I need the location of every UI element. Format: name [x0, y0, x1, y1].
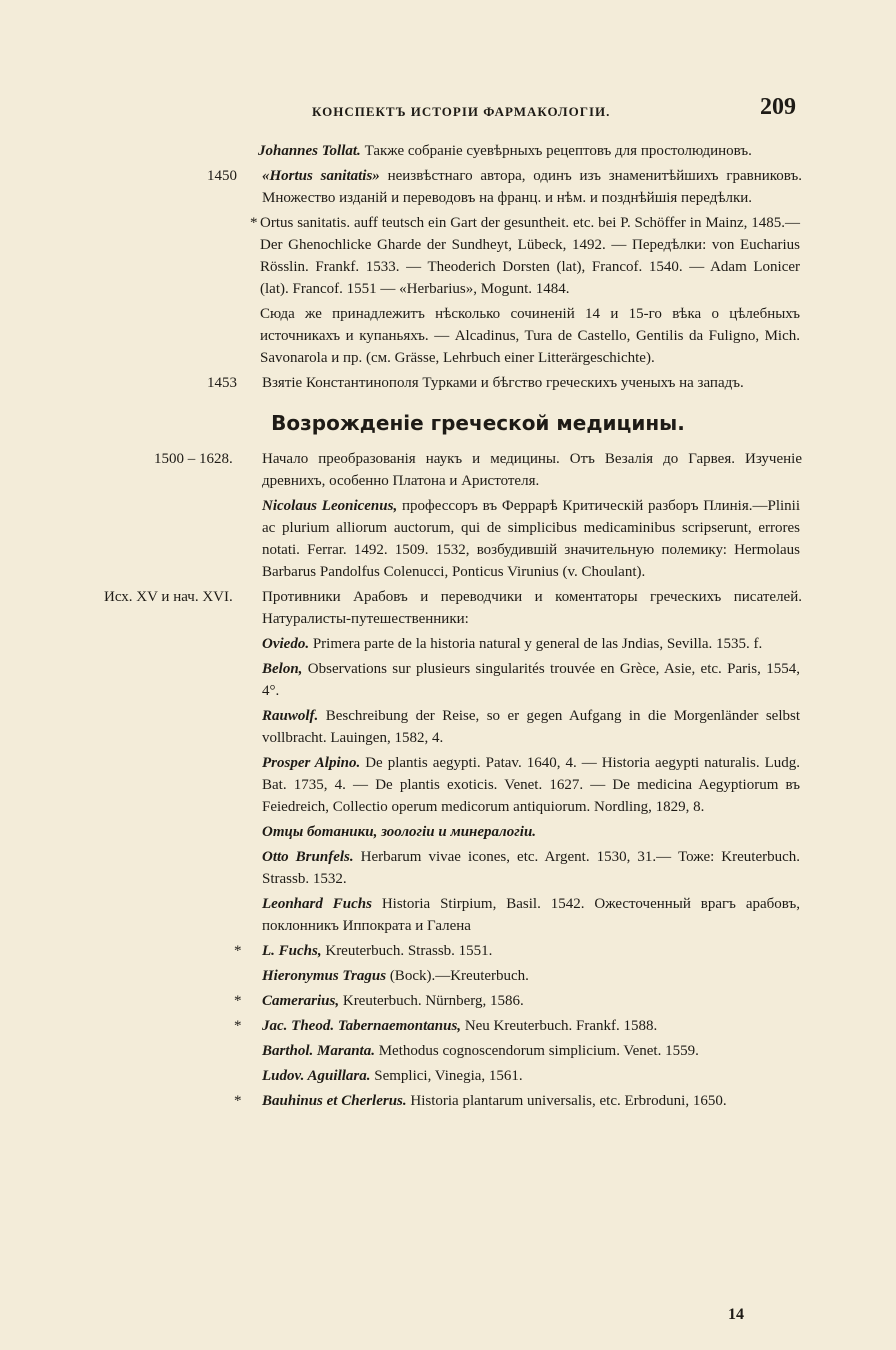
entry-body: профессоръ въ Феррарѣ Критическій разборъ Плинія.—Plinii ac plurium alliorum auctorum, qui de simplicibus medicaminibus scripserunt, errores notati. Ferrar. 1492. 1509. 1532, возбудившій значительную полемику: Hermolaus Barbarus Pandolfus Colenucci, Ponticus Virunius (v. Choulant).: [262, 498, 800, 580]
entry: [262, 893, 800, 937]
entry-text: [262, 372, 802, 394]
author-name: Leonhard Fuchs: [262, 896, 372, 912]
entry-body: Herbarum vivae icones, etc. Argent. 1530, 31.— Тоже: Kreuterbuch. Strassb. 1532.: [262, 849, 801, 887]
entry-text: [262, 990, 800, 1012]
entry: [234, 990, 800, 1012]
asterisk-mark: *: [234, 943, 242, 959]
author-name: Johannes Tollat.: [258, 143, 361, 159]
entry: [234, 940, 800, 962]
running-title: КОНСПЕКТЪ ИСТОРІИ ФАРМАКОЛОГІИ.: [312, 104, 611, 119]
author-name: Bauhinus et Cherlerus.: [262, 1093, 407, 1109]
entry: [262, 705, 800, 749]
entry-text: [262, 1040, 800, 1062]
entry-body: Взятіе Константинополя Турками и бѣгство греческихъ ученыхъ на западъ.: [262, 375, 744, 391]
author-name: Belon,: [262, 661, 303, 677]
author-name: Отцы ботаники, зоологіи и минералогіи.: [262, 824, 537, 840]
entry-body: Historia Stirpium, Basil. 1542. Ожесточенный врагъ арабовъ, поклонникъ Иппократа и Галена: [262, 896, 801, 934]
entry-text: [262, 965, 800, 987]
entry-body: De plantis aegypti. Patav. 1640, 4. — Historia aegypti naturalis. Ludg. Bat. 1735, 4. — De plantis exoticis. Venet. 1627. — De medicina Aegyptiorum въ Feiedreich, Collectio operum medicorum antiquiorum. Nordling, 1829, 8.: [262, 755, 800, 815]
entries-bottom: [0, 448, 896, 1112]
entry-body: Kreuterbuch. Strassb. 1551.: [325, 943, 493, 959]
entry: [262, 846, 800, 890]
author-name: L. Fuchs,: [262, 943, 322, 959]
entries-top: [0, 140, 896, 394]
entry: [234, 1090, 800, 1112]
page-content: [0, 140, 896, 1115]
entry-text: [262, 165, 802, 209]
entry-body: Observations sur plusieurs singularités trouvée en Grèce, Asie, etc. Paris, 1554, 4°.: [262, 661, 801, 699]
entry-body: Neu Kreuterbuch. Frankf. 1588.: [464, 1018, 658, 1034]
entry-body: Противники Арабовъ и переводчики и коментаторы греческихъ писателей. Натуралисты-путешественники:: [262, 589, 802, 627]
entry: [262, 821, 800, 843]
entry-body: (Bock).—Kreuterbuch.: [389, 968, 529, 984]
asterisk-mark: *: [234, 1093, 242, 1109]
entry: [260, 303, 800, 369]
author-name: Rauwolf.: [262, 708, 319, 724]
page-number: 209: [760, 94, 796, 120]
entry: [258, 140, 798, 162]
author-name: Ludov. Aguillara.: [262, 1068, 371, 1084]
entry-text: [262, 633, 800, 655]
author-name: Nicolaus Leonicenus,: [262, 498, 398, 514]
entry: [262, 658, 800, 702]
entry-date: 1500 – 1628.: [154, 451, 233, 467]
asterisk-mark: *: [234, 1018, 242, 1034]
entry: [262, 752, 800, 818]
entry-text: [262, 658, 800, 702]
entry-date: Исх. XV и нач. XVI.: [104, 589, 233, 605]
entry-body: Сюда же принадлежитъ нѣсколько сочиненій 14 и 15-го вѣка о цѣлебныхъ источникахъ и купаньяхъ. — Alcadinus, Tura de Castello, Gentilis da Fuligno, Mich. Savonarola и пр. (см. Grässe, Lehrbuch einer Litterärgeschichte).: [260, 306, 800, 366]
entry-body: Historia plantarum universalis, etc. Erbroduni, 1650.: [410, 1093, 727, 1109]
entry: [104, 586, 802, 630]
section-heading: Возрожденіе греческой медицины.: [271, 411, 685, 435]
entry-text: [262, 1065, 800, 1087]
entry-date: 1453: [207, 375, 237, 391]
entry: [207, 372, 802, 394]
entry: [234, 1015, 800, 1037]
entry-text: [262, 893, 800, 937]
asterisk-mark: *: [250, 215, 258, 231]
author-name: Oviedo.: [262, 636, 310, 652]
entry-text: [262, 940, 800, 962]
entry: [262, 1065, 800, 1087]
entry-text: [262, 752, 800, 818]
entry: [262, 495, 800, 583]
entry-text: [262, 846, 800, 890]
entry-date: 1450: [207, 168, 237, 184]
author-name: Camerarius,: [262, 993, 340, 1009]
entry-body: неизвѣстнаго автора, одинъ изъ знаменитѣйшихъ гравниковъ. Множество изданій и переводовъ на франц. и нѣм. и позднѣйшія передѣлки.: [262, 168, 803, 206]
entry-text: [262, 1015, 800, 1037]
entry-text: [262, 495, 800, 583]
entry-body: Primera parte de la historia natural y general de las Jndias, Sevilla. 1535. f.: [312, 636, 763, 652]
entry: [262, 1040, 800, 1062]
asterisk-mark: *: [234, 993, 242, 1009]
entry: [250, 212, 800, 300]
entry: [262, 633, 800, 655]
entry-body: Начало преобразованія наукъ и медицины. Отъ Везалія до Гарвея. Изученіе древнихъ, особенно Платона и Аристотеля.: [262, 451, 802, 489]
author-name: «Hortus sanitatis»: [262, 168, 380, 184]
entry-body: Semplici, Vinegia, 1561.: [374, 1068, 523, 1084]
author-name: Otto Brunfels.: [262, 849, 354, 865]
entry-body: Также собраніе суевѣрныхъ рецептовъ для простолюдиновъ.: [364, 143, 752, 159]
entry-text: [262, 821, 800, 843]
entry-body: Ortus sanitatis. auff teutsch ein Gart der gesuntheit. etc. bei P. Schöffer in Mainz, 1485.—Der Ghenochlicke Gharde der Sundheyt, Lübeck, 1492. — Передѣлки: von Eucharius Rösslin. Frankf. 1533. — Theoderich Dorsten (lat), Francof. 1540. — Adam Lonicer (lat). Francof. 1551 — «Herbarius», Mogunt. 1484.: [260, 215, 800, 297]
entry-text: [260, 303, 800, 369]
entry: [262, 965, 800, 987]
author-name: Jac. Theod. Tabernaemontanus,: [262, 1018, 462, 1034]
entry-text: [258, 140, 798, 162]
entry: [207, 165, 803, 209]
entry: [154, 448, 802, 492]
entry-body: Beschreibung der Reise, so er gegen Aufgang in die Morgenländer selbst vollbracht. Lauingen, 1582, 4.: [262, 708, 801, 746]
entry-text: [262, 1090, 800, 1112]
entry-text: [260, 212, 800, 300]
entry-body: Kreuterbuch. Nürnberg, 1586.: [342, 993, 524, 1009]
author-name: Hieronymus Tragus: [262, 968, 387, 984]
signature-mark: 14: [728, 1306, 744, 1323]
author-name: Prosper Alpino.: [262, 755, 361, 771]
entry-text: [262, 586, 802, 630]
entry-text: [262, 448, 802, 492]
author-name: Barthol. Maranta.: [262, 1043, 375, 1059]
entry-body: Methodus cognoscendorum simplicium. Venet. 1559.: [378, 1043, 699, 1059]
entry-text: [262, 705, 800, 749]
